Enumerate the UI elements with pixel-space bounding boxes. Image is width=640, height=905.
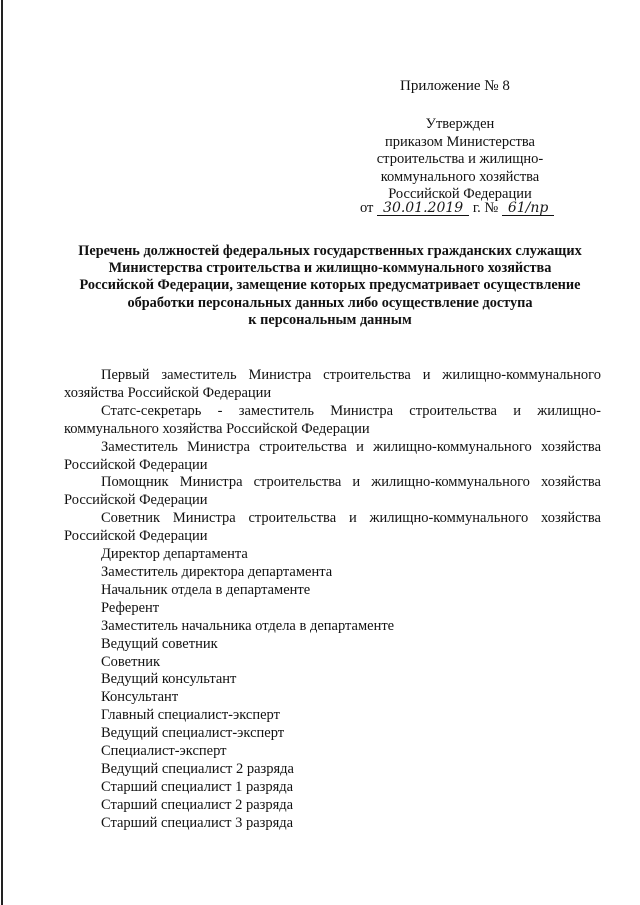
position-item: Ведущий консультант xyxy=(101,671,237,688)
approval-line: Российской Федерации xyxy=(388,186,532,202)
appendix-label: Приложение № 8 xyxy=(400,78,510,94)
order-number-handwritten: 61/пр xyxy=(502,201,555,216)
position-item: Заместитель начальника отдела в департаменте xyxy=(101,617,395,634)
scan-edge-line xyxy=(1,0,3,905)
title-line: обработки персональных данных либо осуществление доступа xyxy=(127,294,533,311)
position-item: Старший специалист 3 разряда xyxy=(101,814,294,831)
position-item: Старший специалист 2 разряда xyxy=(101,796,294,813)
position-item: Ведущий советник xyxy=(101,635,218,652)
positions-list xyxy=(64,367,601,833)
order-reference xyxy=(360,200,600,217)
position-item: Ведущий специалист 2 разряда xyxy=(101,760,294,777)
position-item: Старший специалист 1 разряда xyxy=(101,778,294,795)
approval-block xyxy=(340,116,580,204)
order-date-handwritten: 30.01.2019 xyxy=(377,201,469,216)
title-line: Российской Федерации, замещение которых предусматривает осуществление xyxy=(79,277,581,294)
position-item: Советник xyxy=(101,653,161,670)
position-item: Специалист-эксперт xyxy=(101,743,227,760)
position-item: Советник Министра строительства и жилищно-коммунального хозяйства Российской Федерации xyxy=(64,510,601,545)
position-item: Ведущий специалист-эксперт xyxy=(101,725,285,742)
position-item: Референт xyxy=(101,599,160,616)
title-line: к персональным данным xyxy=(248,311,412,328)
position-item: Заместитель директора департамента xyxy=(101,563,333,580)
position-item: Главный специалист-эксперт xyxy=(101,707,280,724)
order-number-prefix: г. № xyxy=(472,200,499,216)
approval-line: строительства и жилищно- xyxy=(376,151,544,167)
order-prefix: от xyxy=(360,200,374,216)
position-item: Директор департамента xyxy=(101,546,248,563)
position-item: Начальник отдела в департаменте xyxy=(101,581,311,598)
position-item: Статс-секретарь - заместитель Министра строительства и жилищно-коммунального хозяйства Российской Федерации xyxy=(64,402,601,437)
position-item: Помощник Министра строительства и жилищно-коммунального хозяйства Российской Федерации xyxy=(64,474,601,509)
approval-line: Утвержден xyxy=(425,116,495,132)
position-item: Первый заместитель Министра строительства и жилищно-коммунального хозяйства Российской Федерации xyxy=(64,367,601,401)
title-line: Министерства строительства и жилищно-коммунального хозяйства xyxy=(108,260,552,277)
document-title xyxy=(56,243,604,329)
position-item: Заместитель Министра строительства и жилищно-коммунального хозяйства Российской Федерации xyxy=(64,438,601,473)
position-item: Консультант xyxy=(101,689,179,706)
approval-line: коммунального хозяйства xyxy=(380,168,540,185)
title-line: Перечень должностей федеральных государственных гражданских служащих xyxy=(78,243,582,259)
approval-line: приказом Министерства xyxy=(385,133,535,150)
